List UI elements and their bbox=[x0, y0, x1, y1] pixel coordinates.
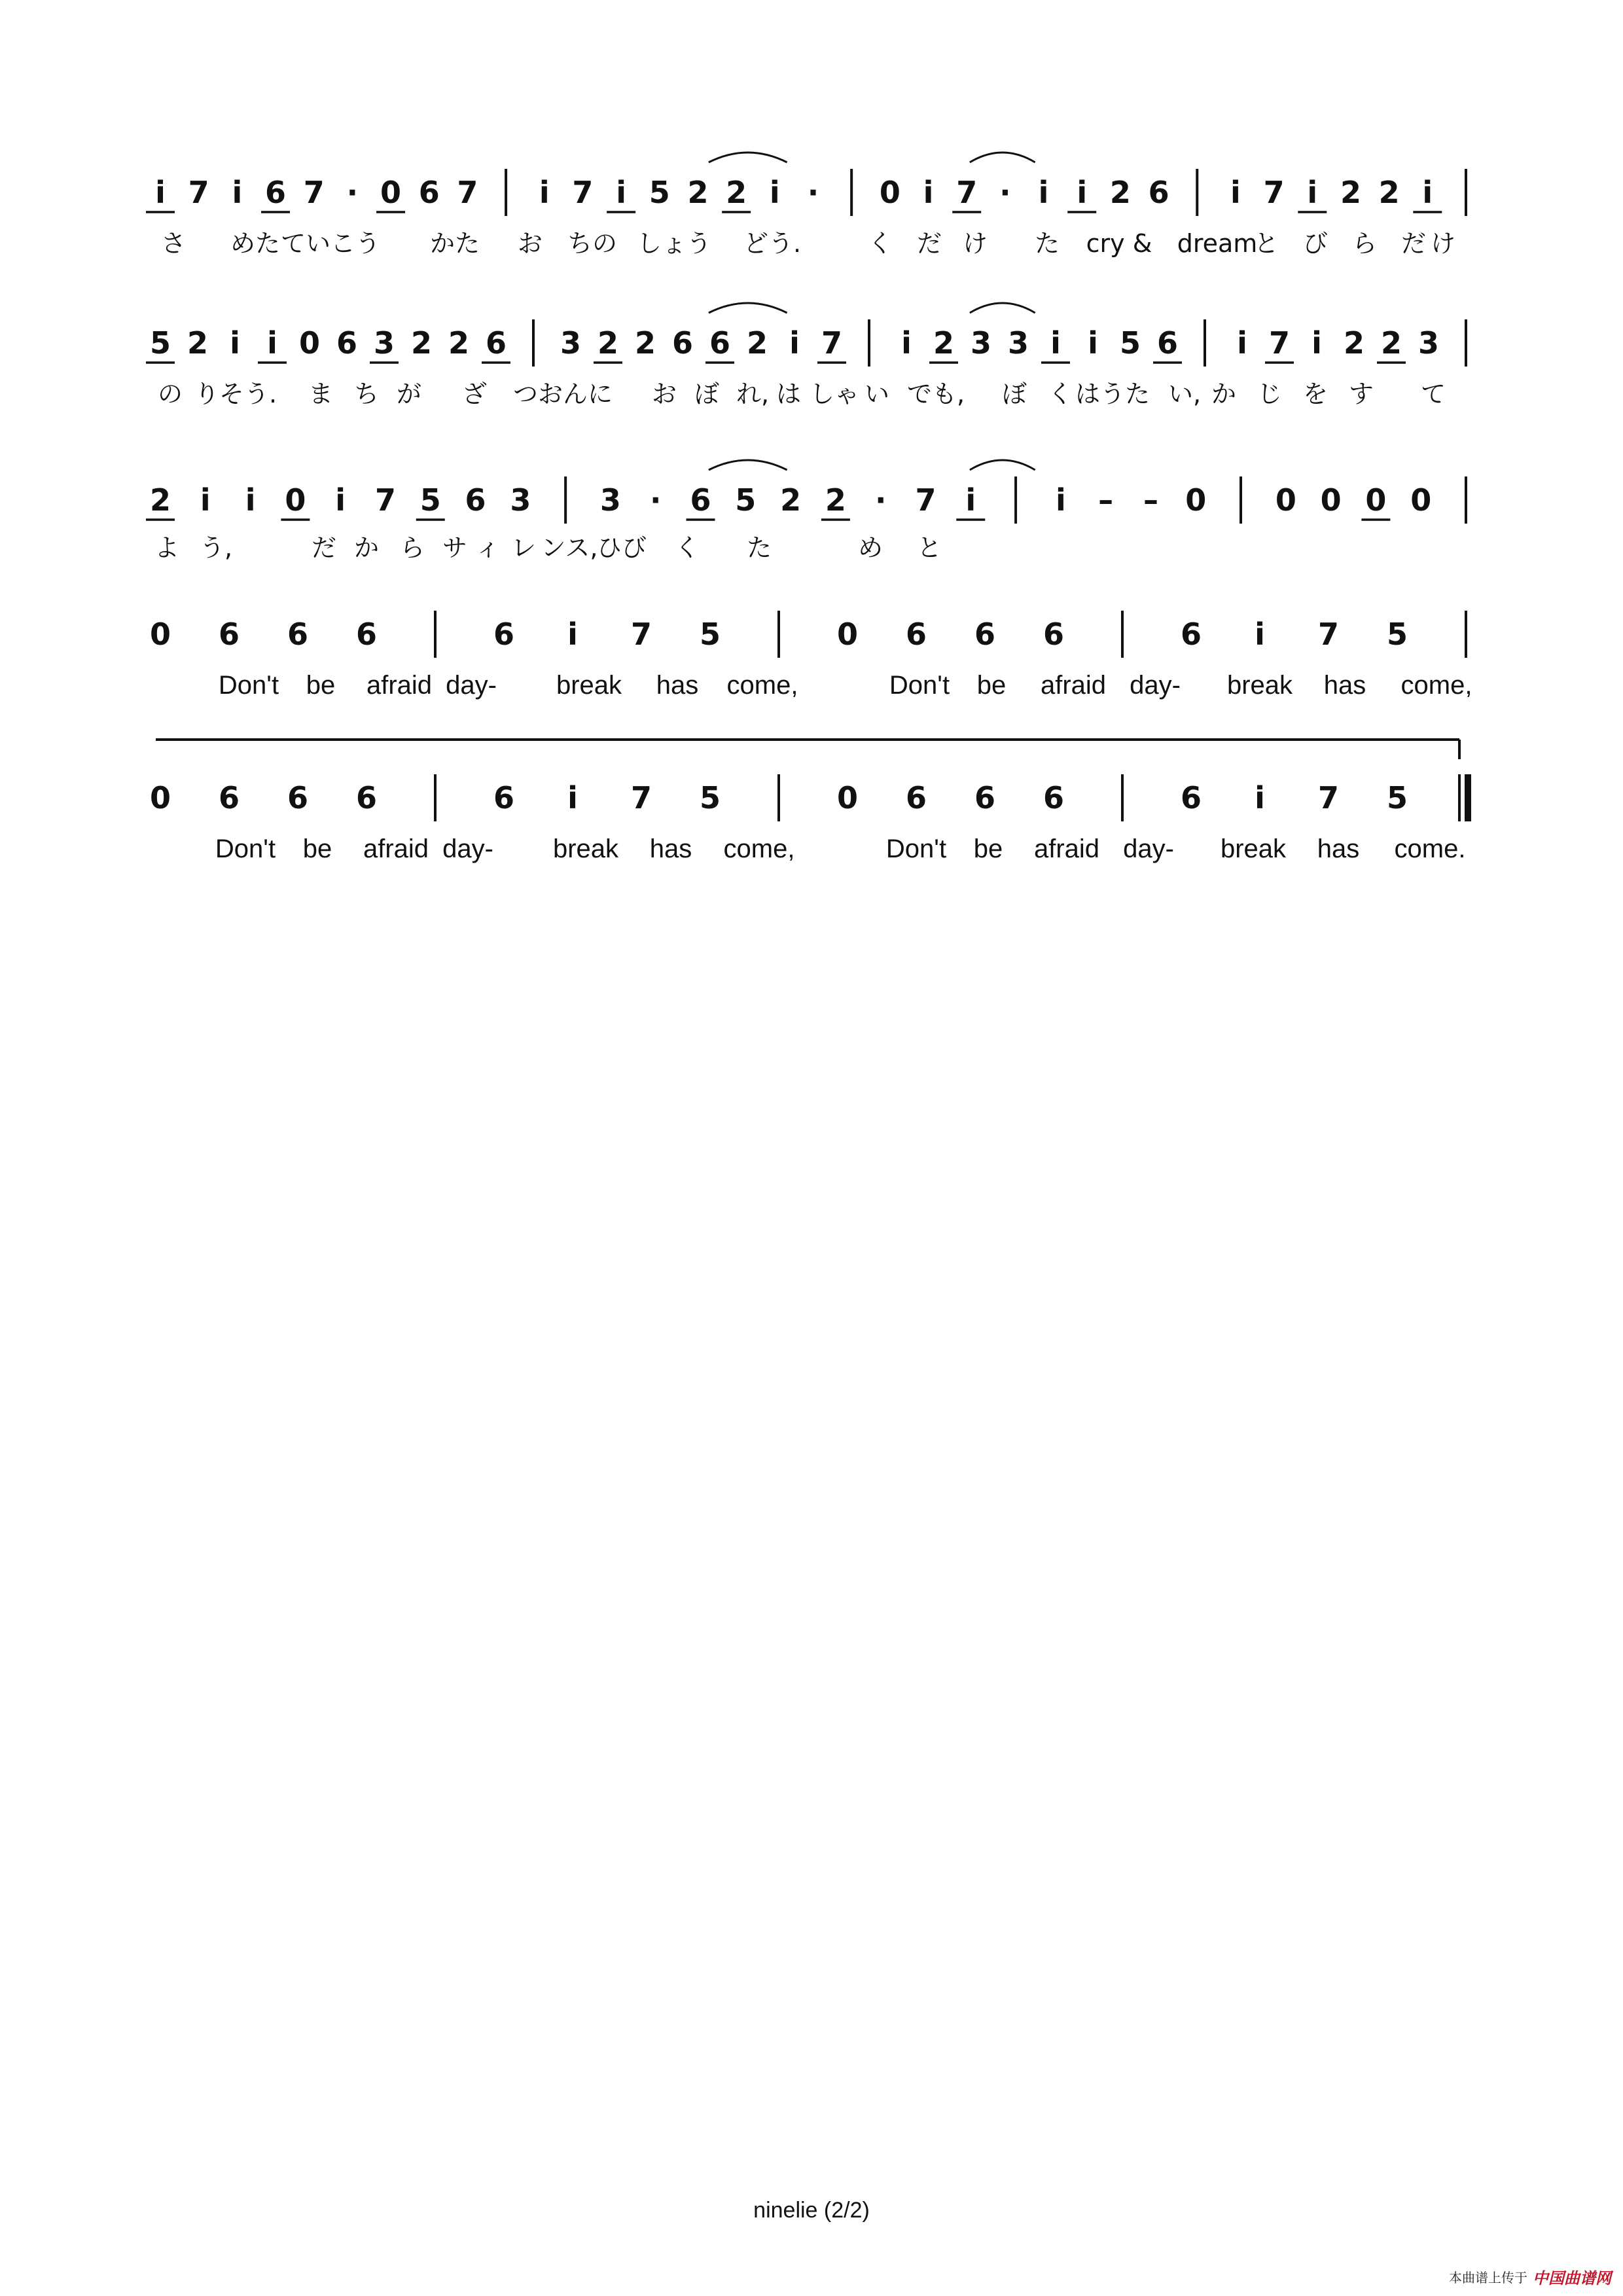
lyric: ま bbox=[308, 380, 334, 408]
note: 7 bbox=[374, 482, 396, 518]
note: 7 bbox=[572, 175, 594, 210]
note: 6 bbox=[974, 780, 996, 816]
note: 6 bbox=[287, 780, 309, 816]
lyric: めた bbox=[230, 229, 281, 258]
lyric: と bbox=[916, 533, 942, 562]
lyric: く bbox=[1047, 380, 1073, 408]
note: 2 bbox=[687, 175, 709, 210]
note: 0 bbox=[879, 175, 901, 210]
note: 6 bbox=[218, 780, 240, 816]
lyric: しゃ bbox=[809, 380, 860, 408]
lyric: つおんに bbox=[512, 380, 613, 408]
lyric: Don't bbox=[215, 834, 276, 863]
lyric: Don't bbox=[885, 834, 947, 863]
lyric: day- bbox=[1123, 834, 1174, 863]
note: 5 bbox=[419, 482, 441, 518]
note: 2 bbox=[187, 325, 209, 361]
note: 6 bbox=[974, 617, 996, 652]
site-logo: 中国曲谱网 bbox=[1533, 2269, 1611, 2287]
lyric: だ bbox=[311, 533, 337, 562]
lyric: じ bbox=[1257, 380, 1283, 408]
note: 7 bbox=[956, 175, 978, 210]
note: 6 bbox=[1043, 617, 1065, 652]
slur bbox=[709, 303, 787, 313]
note: 2 bbox=[410, 325, 433, 361]
slur bbox=[709, 460, 787, 470]
note: 3 bbox=[1418, 325, 1440, 361]
lyric: け bbox=[1430, 229, 1456, 258]
note: i bbox=[1255, 780, 1265, 816]
note: 2 bbox=[1109, 175, 1131, 210]
note: 7 bbox=[630, 617, 652, 652]
lyric: い bbox=[864, 380, 890, 408]
note: 0 bbox=[149, 780, 171, 816]
lyric: ィ bbox=[474, 533, 501, 562]
lyric: break bbox=[1220, 834, 1287, 863]
note: 0 bbox=[1185, 482, 1207, 518]
lyric: が bbox=[396, 380, 422, 408]
note: i bbox=[1038, 175, 1049, 210]
note: 7 bbox=[1317, 617, 1340, 652]
lyric: has bbox=[649, 834, 692, 863]
note: i bbox=[1311, 325, 1322, 361]
lyric: ら bbox=[399, 533, 425, 562]
note: i bbox=[1237, 325, 1247, 361]
note: 0 bbox=[836, 780, 859, 816]
note: 0 bbox=[1410, 482, 1432, 518]
lyric: ンス, bbox=[541, 533, 598, 562]
lyric: け bbox=[962, 229, 988, 258]
note: 5 bbox=[699, 617, 721, 652]
note: 7 bbox=[188, 175, 209, 210]
lyric: be bbox=[306, 671, 336, 700]
note: i bbox=[567, 780, 578, 816]
lyric: Don't bbox=[889, 671, 950, 700]
lyric: ぼ bbox=[694, 380, 720, 408]
note: i bbox=[1230, 175, 1241, 210]
note: 7 bbox=[1317, 780, 1340, 816]
note: 6 bbox=[493, 780, 515, 816]
note: 3 bbox=[1007, 325, 1029, 361]
note: 5 bbox=[649, 175, 670, 210]
note: 0 bbox=[285, 482, 306, 518]
note: 7 bbox=[303, 175, 325, 210]
note: 2 bbox=[634, 325, 656, 361]
lyric: りそう. bbox=[194, 380, 277, 408]
note: i bbox=[567, 617, 578, 652]
lyric: お bbox=[517, 229, 543, 258]
note: 6 bbox=[218, 617, 240, 652]
note: i bbox=[923, 175, 934, 210]
lyric: よ bbox=[154, 533, 180, 562]
note: i bbox=[769, 175, 780, 210]
note: · bbox=[807, 175, 819, 210]
note: – bbox=[1098, 482, 1114, 518]
lyric: cry & bbox=[1086, 229, 1152, 258]
note: i bbox=[1255, 617, 1265, 652]
note: 2 bbox=[825, 482, 846, 518]
lyric: お bbox=[651, 380, 677, 408]
note: 2 bbox=[726, 175, 747, 210]
lyric: か bbox=[353, 533, 380, 562]
note: 2 bbox=[780, 482, 802, 518]
note: 5 bbox=[149, 325, 171, 361]
note: 6 bbox=[1156, 325, 1179, 361]
note: 6 bbox=[1043, 780, 1065, 816]
note: 3 bbox=[560, 325, 582, 361]
lyric: レ bbox=[510, 533, 537, 562]
lyric: dream bbox=[1177, 229, 1258, 258]
lyric: た bbox=[746, 533, 772, 562]
lyric: Don't bbox=[218, 671, 279, 700]
note: 3 bbox=[510, 482, 531, 518]
slur bbox=[970, 303, 1035, 313]
slur bbox=[970, 460, 1035, 470]
lyric: ざ bbox=[461, 380, 488, 408]
note: i bbox=[232, 175, 243, 210]
lyric: afraid bbox=[366, 671, 433, 700]
lyric: ら bbox=[1351, 229, 1378, 258]
lyric: be bbox=[976, 671, 1007, 700]
note: 2 bbox=[597, 325, 619, 361]
lyric: come, bbox=[723, 834, 795, 863]
note: 6 bbox=[671, 325, 694, 361]
note: 6 bbox=[355, 617, 378, 652]
lyric: day- bbox=[446, 671, 497, 700]
lyric: だ bbox=[1400, 229, 1427, 258]
lyric: い, bbox=[1168, 380, 1202, 408]
lyric: be bbox=[302, 834, 332, 863]
lyric: く bbox=[867, 229, 893, 258]
lyric: く bbox=[674, 533, 700, 562]
note: i bbox=[1307, 175, 1318, 210]
note: 0 bbox=[1365, 482, 1387, 518]
lyric: ちの bbox=[567, 229, 618, 258]
note: 5 bbox=[1386, 617, 1408, 652]
page-label: ninelie (2/2) bbox=[753, 2198, 870, 2223]
lyric: break bbox=[552, 834, 619, 863]
note: 0 bbox=[298, 325, 321, 361]
note: 6 bbox=[355, 780, 378, 816]
note: 6 bbox=[1148, 175, 1169, 210]
note: 5 bbox=[735, 482, 757, 518]
lyric: has bbox=[1317, 834, 1360, 863]
lyric: た bbox=[1034, 229, 1060, 258]
note: i bbox=[1077, 175, 1088, 210]
note: 5 bbox=[1386, 780, 1408, 816]
slur bbox=[709, 152, 787, 162]
note: 6 bbox=[418, 175, 440, 210]
upload-stamp bbox=[1449, 2265, 1611, 2288]
lyric: come, bbox=[726, 671, 798, 700]
lyric: come, bbox=[1400, 671, 1472, 700]
note: 6 bbox=[709, 325, 731, 361]
note: 2 bbox=[448, 325, 470, 361]
note: i bbox=[539, 175, 550, 210]
note: 5 bbox=[1119, 325, 1141, 361]
note: 2 bbox=[1340, 175, 1361, 210]
final-barline-thick bbox=[1465, 774, 1471, 821]
note: 0 bbox=[1275, 482, 1296, 518]
note: · bbox=[874, 482, 887, 518]
lyric: は bbox=[776, 380, 802, 408]
note: i bbox=[1050, 325, 1061, 361]
lyric: come. bbox=[1394, 834, 1466, 863]
note: – bbox=[1143, 482, 1158, 518]
note: 2 bbox=[1378, 175, 1400, 210]
page-footer bbox=[0, 2198, 1623, 2223]
lyric: しょう bbox=[636, 229, 712, 258]
note: 6 bbox=[485, 325, 507, 361]
lyric: day- bbox=[1130, 671, 1181, 700]
note: · bbox=[346, 175, 359, 210]
note: 2 bbox=[149, 482, 171, 518]
note: 2 bbox=[746, 325, 768, 361]
note: 3 bbox=[599, 482, 621, 518]
note: 7 bbox=[630, 780, 652, 816]
lyric: afraid bbox=[1040, 671, 1107, 700]
note: i bbox=[1422, 175, 1433, 210]
note: 0 bbox=[149, 617, 171, 652]
lyric: afraid bbox=[363, 834, 429, 863]
lyric: ていこう bbox=[280, 229, 381, 258]
note: 0 bbox=[380, 175, 402, 210]
lyric: afraid bbox=[1033, 834, 1100, 863]
note: i bbox=[789, 325, 800, 361]
lyric: の bbox=[157, 380, 183, 408]
note: 7 bbox=[1268, 325, 1291, 361]
note: i bbox=[245, 482, 256, 518]
note: i bbox=[230, 325, 240, 361]
lyric: break bbox=[1226, 671, 1293, 700]
lyric: ち bbox=[353, 380, 380, 408]
note: i bbox=[965, 482, 976, 518]
note: 6 bbox=[336, 325, 358, 361]
lyric: has bbox=[656, 671, 699, 700]
stamp-text: 本曲谱上传于 bbox=[1449, 2270, 1527, 2286]
note: i bbox=[1055, 482, 1066, 518]
note: 3 bbox=[373, 325, 395, 361]
note: 6 bbox=[287, 617, 309, 652]
lyric: has bbox=[1323, 671, 1366, 700]
note: i bbox=[200, 482, 211, 518]
note: i bbox=[335, 482, 346, 518]
note: 6 bbox=[690, 482, 711, 518]
note: i bbox=[1088, 325, 1098, 361]
lyric: ぼ bbox=[1001, 380, 1027, 408]
lyric: でも, bbox=[906, 380, 965, 408]
lyric: れ, bbox=[736, 380, 770, 408]
lyric: め bbox=[857, 533, 883, 562]
note: · bbox=[649, 482, 662, 518]
lyric: か bbox=[1211, 380, 1237, 408]
lyric: どう. bbox=[743, 229, 802, 258]
note: 7 bbox=[457, 175, 478, 210]
slur bbox=[970, 152, 1035, 162]
note: 6 bbox=[493, 617, 515, 652]
lyric: を bbox=[1302, 380, 1329, 408]
lyric: だ bbox=[916, 229, 942, 258]
note: 3 bbox=[970, 325, 992, 361]
lyric: be bbox=[973, 834, 1003, 863]
lyric: う, bbox=[199, 533, 233, 562]
note: · bbox=[999, 175, 1011, 210]
lyric: と bbox=[1253, 229, 1279, 258]
lyric: break bbox=[556, 671, 622, 700]
note: 5 bbox=[699, 780, 721, 816]
note: 7 bbox=[1263, 175, 1285, 210]
note: 6 bbox=[265, 175, 287, 210]
note: 7 bbox=[821, 325, 843, 361]
note: 0 bbox=[1320, 482, 1342, 518]
note: 0 bbox=[836, 617, 859, 652]
note: 6 bbox=[1180, 780, 1202, 816]
lyric: はうた bbox=[1075, 380, 1150, 408]
note: i bbox=[155, 175, 166, 210]
note: i bbox=[901, 325, 912, 361]
note: 7 bbox=[915, 482, 936, 518]
lyric: て bbox=[1420, 380, 1446, 408]
note: 2 bbox=[933, 325, 955, 361]
lyric: かた bbox=[429, 229, 480, 258]
note: 6 bbox=[905, 780, 927, 816]
note: i bbox=[267, 325, 277, 361]
lyric: び bbox=[1302, 229, 1329, 258]
lyric: さ bbox=[160, 229, 187, 258]
note: 6 bbox=[465, 482, 486, 518]
lyric: サ bbox=[442, 533, 468, 562]
lyric: ひび bbox=[596, 533, 647, 562]
note: 6 bbox=[905, 617, 927, 652]
note: 2 bbox=[1380, 325, 1402, 361]
note: 6 bbox=[1180, 617, 1202, 652]
lyric: day- bbox=[442, 834, 493, 863]
note: i bbox=[616, 175, 627, 210]
lyric: す bbox=[1348, 380, 1374, 408]
note: 2 bbox=[1343, 325, 1365, 361]
